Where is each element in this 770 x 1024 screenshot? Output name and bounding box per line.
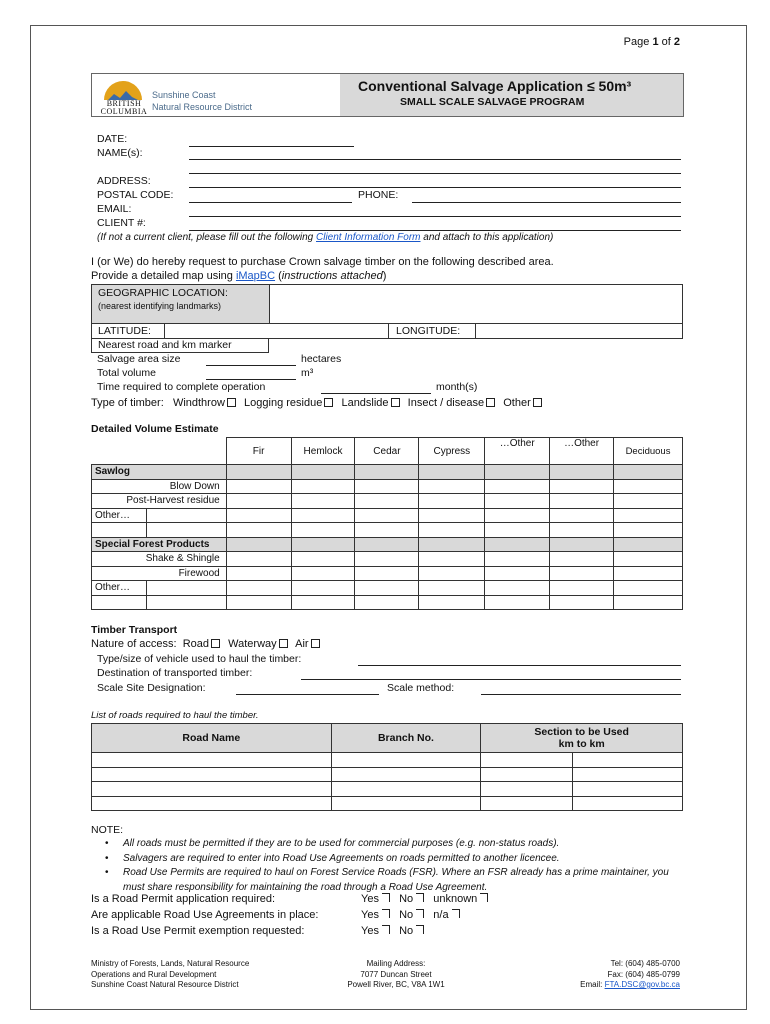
landslide-checkbox[interactable] <box>391 398 400 407</box>
date-field[interactable] <box>189 146 354 147</box>
col-other-1: …Other <box>485 438 550 465</box>
volume-estimate-title: Detailed Volume Estimate <box>91 423 219 435</box>
road-permit-no-checkbox[interactable] <box>416 893 424 902</box>
col-hemlock: Hemlock <box>291 438 355 465</box>
table-row[interactable]: Shake & Shingle <box>92 552 683 567</box>
phone-field[interactable] <box>412 202 681 203</box>
col-cypress: Cypress <box>419 438 485 465</box>
insect-disease-checkbox[interactable] <box>486 398 495 407</box>
road-access-checkbox[interactable] <box>211 639 220 648</box>
table-row[interactable] <box>92 753 683 768</box>
air-access-checkbox[interactable] <box>311 639 320 648</box>
other-timber-checkbox[interactable] <box>533 398 542 407</box>
geographic-location-box <box>91 284 683 324</box>
col-other-2: …Other <box>550 438 614 465</box>
title-block <box>340 74 683 116</box>
time-required-field[interactable] <box>321 393 431 394</box>
page-indicator: Page 1 of 2 <box>623 36 680 48</box>
client-note: (If not a current client, please fill out the following Client Information Form and attach to this application) <box>97 232 554 243</box>
col-road-name: Road Name <box>92 724 332 753</box>
request-statement: I (or We) do hereby request to purchase Crown salvage timber on the following described area. <box>91 256 554 268</box>
volume-estimate-table <box>91 437 683 610</box>
col-branch-no: Branch No. <box>331 724 481 753</box>
salvage-area-label: Salvage area size <box>97 353 181 365</box>
agreements-na-checkbox[interactable] <box>452 909 460 918</box>
agreements-yes-checkbox[interactable] <box>382 909 390 918</box>
names-field-2[interactable] <box>189 173 681 174</box>
road-permit-unknown-checkbox[interactable] <box>480 893 488 902</box>
scale-method-field[interactable] <box>481 694 681 695</box>
lat-long-row <box>91 324 683 339</box>
table-row[interactable]: Blow Down <box>92 479 683 494</box>
form-subtitle: SMALL SCALE SALVAGE PROGRAM <box>400 96 585 108</box>
names-label: NAME(s): <box>97 147 143 159</box>
waterway-access-checkbox[interactable] <box>279 639 288 648</box>
province-wordmark: BRITISH COLUMBIA <box>100 99 148 116</box>
scale-site-label: Scale Site Designation: <box>97 682 206 694</box>
agreements-no-checkbox[interactable] <box>416 909 424 918</box>
special-forest-products-section: Special Forest Products <box>92 537 227 552</box>
table-row[interactable]: Firewood <box>92 566 683 581</box>
postal-code-label: POSTAL CODE: <box>97 189 174 201</box>
vehicle-field[interactable] <box>358 665 681 666</box>
notes-list <box>91 837 683 895</box>
latitude-label: LATITUDE: <box>98 325 151 337</box>
exemption-no-checkbox[interactable] <box>416 925 424 934</box>
client-information-form-link[interactable]: Client Information Form <box>316 232 421 243</box>
address-field[interactable] <box>189 187 681 188</box>
table-row[interactable]: Other… <box>92 581 683 596</box>
address-label: ADDRESS: <box>97 175 151 187</box>
road-permit-question: Is a Road Permit application required: <box>91 893 276 905</box>
postal-code-field[interactable] <box>189 202 352 203</box>
longitude-field[interactable] <box>475 324 684 338</box>
destination-label: Destination of transported timber: <box>97 667 253 679</box>
salvage-area-field[interactable] <box>206 365 296 366</box>
road-use-agreements-question: Are applicable Road Use Agreements in place: <box>91 909 319 921</box>
timber-transport-title: Timber Transport <box>91 624 178 636</box>
date-label: DATE: <box>97 133 128 145</box>
geo-location-field[interactable] <box>271 285 682 323</box>
windthrow-checkbox[interactable] <box>227 398 236 407</box>
table-row[interactable] <box>92 595 683 610</box>
table-row[interactable] <box>92 767 683 782</box>
cubic-metres-unit: m³ <box>301 367 314 379</box>
phone-label: PHONE: <box>358 189 399 201</box>
table-row[interactable]: Other… <box>92 508 683 523</box>
time-required-label: Time required to complete operation <box>97 381 266 393</box>
district-name: Sunshine Coast Natural Resource District <box>152 90 253 112</box>
email-link[interactable]: FTA.DSC@gov.bc.ca <box>604 980 680 989</box>
hectares-unit: hectares <box>301 353 342 365</box>
footer-contact: Tel: (604) 485-0700 Fax: (604) 485-0799 Email: FTA.DSC@gov.bc.ca <box>580 959 680 989</box>
total-volume-field[interactable] <box>206 379 296 380</box>
list-item: • All roads must be permitted if they are to be used for commercial purposes (e.g. non-status roads). <box>91 837 683 852</box>
sawlog-section: Sawlog <box>92 465 227 480</box>
scale-site-field[interactable] <box>236 694 379 695</box>
col-fir: Fir <box>226 438 291 465</box>
footer-mailing-address: Mailing Address: 7077 Duncan Street Powell River, BC, V8A 1W1 <box>347 959 445 989</box>
timber-type-row: Type of timber: Windthrow Logging residue Landslide Insect / disease Other <box>91 397 544 409</box>
vehicle-label: Type/size of vehicle used to haul the timber: <box>97 653 302 665</box>
road-permit-answers: Yes No unknown <box>361 893 491 905</box>
total-volume-label: Total volume <box>97 367 156 379</box>
form-page <box>30 25 747 1010</box>
months-unit: month(s) <box>436 381 478 393</box>
list-item: • Salvagers are required to enter into Road Use Agreements on roads permitted to another licencee. <box>91 852 683 867</box>
road-permit-yes-checkbox[interactable] <box>382 893 390 902</box>
client-number-field[interactable] <box>189 230 681 231</box>
email-field[interactable] <box>189 216 681 217</box>
email-label: EMAIL: <box>97 203 132 215</box>
note-label: NOTE: <box>91 824 124 836</box>
table-row[interactable] <box>92 796 683 811</box>
exemption-answers: Yes No <box>361 925 427 937</box>
imapbc-link[interactable]: iMapBC <box>235 270 276 282</box>
longitude-label: LONGITUDE: <box>396 325 461 337</box>
form-title: Conventional Salvage Application ≤ 50m³ <box>358 78 632 94</box>
footer-ministry: Ministry of Forests, Lands, Natural Resource Operations and Rural Development Sunshine Coast Natural Resource District <box>91 959 250 989</box>
table-row[interactable] <box>92 523 683 538</box>
header-box <box>91 73 684 117</box>
map-instruction: Provide a detailed map using iMapBC (instructions attached) <box>91 270 387 282</box>
latitude-field[interactable] <box>164 324 389 338</box>
exemption-yes-checkbox[interactable] <box>382 925 390 934</box>
nearest-road-label: Nearest road and km marker <box>91 339 269 353</box>
access-row: Nature of access: Road Waterway Air <box>91 638 322 650</box>
roads-table <box>91 723 683 811</box>
col-section: Section to be Used km to km <box>481 724 683 753</box>
table-row[interactable]: Post-Harvest residue <box>92 494 683 509</box>
road-use-agreements-answers: Yes No n/a <box>361 909 463 921</box>
logging-residue-checkbox[interactable] <box>324 398 333 407</box>
list-item: • Road Use Permits are required to haul on Forest Service Roads (FSR). Where an FSR already has a prime maintainer, you must share responsibility for maintaining the road through a Road Use Agreement. <box>91 866 683 895</box>
names-field[interactable] <box>189 159 681 160</box>
logo-block <box>92 74 340 116</box>
table-row[interactable] <box>92 782 683 797</box>
exemption-question: Is a Road Use Permit exemption requested: <box>91 925 305 937</box>
client-number-label: CLIENT #: <box>97 217 146 229</box>
scale-method-label: Scale method: <box>387 682 455 694</box>
col-cedar: Cedar <box>355 438 419 465</box>
col-deciduous: Deciduous <box>614 438 683 465</box>
geo-label-cell: GEOGRAPHIC LOCATION: (nearest identifying landmarks) <box>92 285 270 323</box>
roads-caption: List of roads required to haul the timber. <box>91 710 259 721</box>
destination-field[interactable] <box>301 679 681 680</box>
